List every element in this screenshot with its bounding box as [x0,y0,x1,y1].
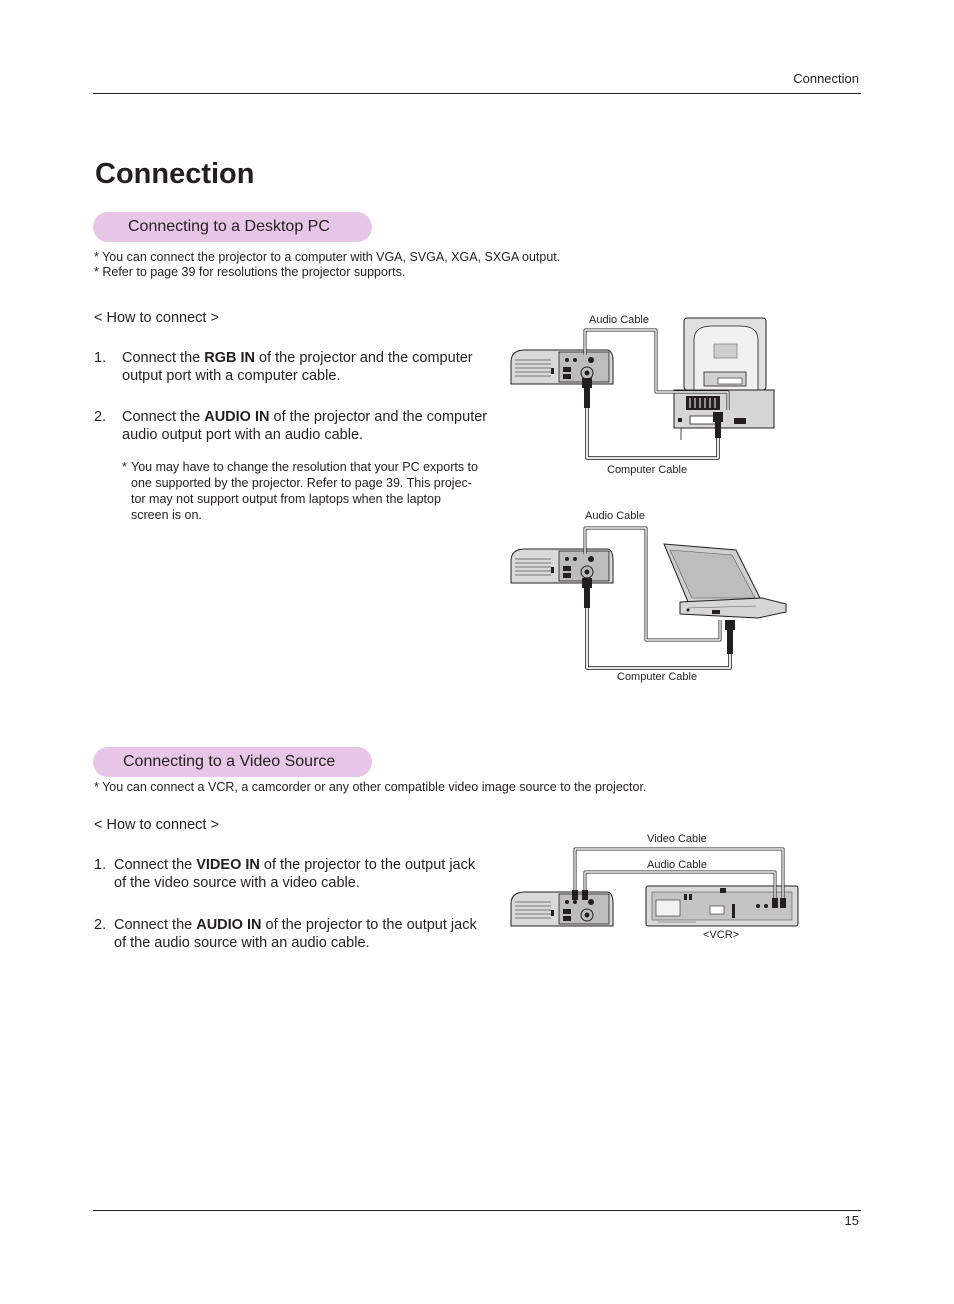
step-text-post: of the projector to the output jack [261,917,477,933]
step-text-post: of the projector and the computer [269,409,488,425]
vcr-video-cable-label: Video Cable [647,833,707,845]
page-title: Connection [95,158,255,190]
subnote-mark: * [122,460,127,474]
step-number: 1. [94,857,107,873]
step-port-name: AUDIO IN [204,409,270,425]
desktop-pc-illustration [674,318,774,440]
step-text-pre: Connect the [114,917,197,933]
footer-rule [93,1210,861,1211]
subnote-line: You may have to change the resolution that your PC exports to [131,460,478,474]
projector-illustration [511,350,613,384]
step-text-pre: Connect the [114,857,197,873]
subnote-line: screen is on. [131,508,202,522]
page-number: 15 [844,1213,859,1228]
laptop-illustration [664,544,786,618]
step-text-line2: of the video source with a video cable. [114,875,360,891]
projector-illustration [511,892,613,926]
how-to-connect-heading-video: < How to connect > [94,817,219,833]
vcr-device-label: <VCR> [703,929,740,941]
step-text-pre: Connect the [122,350,205,366]
laptop-audio-cable-label: Audio Cable [585,510,645,522]
step-text-line2: audio output port with an audio cable. [122,427,364,443]
section-heading-desktop-pc: Connecting to a Desktop PC [93,212,372,242]
running-header: Connection [793,71,859,86]
desktop-note-1: * You can connect the projector to a computer with VGA, SVGA, XGA, SXGA output. [94,250,561,264]
step-port-name: AUDIO IN [196,917,262,933]
step-text-line2: output port with a computer cable. [122,368,341,384]
vcr-audio-cable-label: Audio Cable [647,859,707,871]
desktop-note-2: * Refer to page 39 for resolutions the projector supports. [94,265,406,279]
step-text-line2: of the audio source with an audio cable. [114,935,370,951]
video-note: * You can connect a VCR, a camcorder or any other compatible video image source to the projector. [94,780,647,794]
step-number: 2. [94,409,107,425]
section-heading-video-source: Connecting to a Video Source [93,747,372,777]
step-text-post: of the projector and the computer [254,350,473,366]
step-number: 2. [94,917,107,933]
step-port-name: VIDEO IN [196,857,260,873]
laptop-computer-cable-label: Computer Cable [617,671,698,683]
subnote-line: tor may not support output from laptops when the laptop [131,492,441,506]
step-text-pre: Connect the [122,409,205,425]
step-text-post: of the projector to the output jack [259,857,476,873]
step-number: 1. [94,350,107,366]
desktop-computer-cable-label: Computer Cable [607,464,688,476]
projector-illustration [511,549,613,583]
desktop-audio-cable-label: Audio Cable [589,314,649,326]
step-port-name: RGB IN [204,350,255,366]
subnote-line: one supported by the projector. Refer to page 39. This projec- [131,476,472,490]
how-to-connect-heading: < How to connect > [94,310,219,326]
